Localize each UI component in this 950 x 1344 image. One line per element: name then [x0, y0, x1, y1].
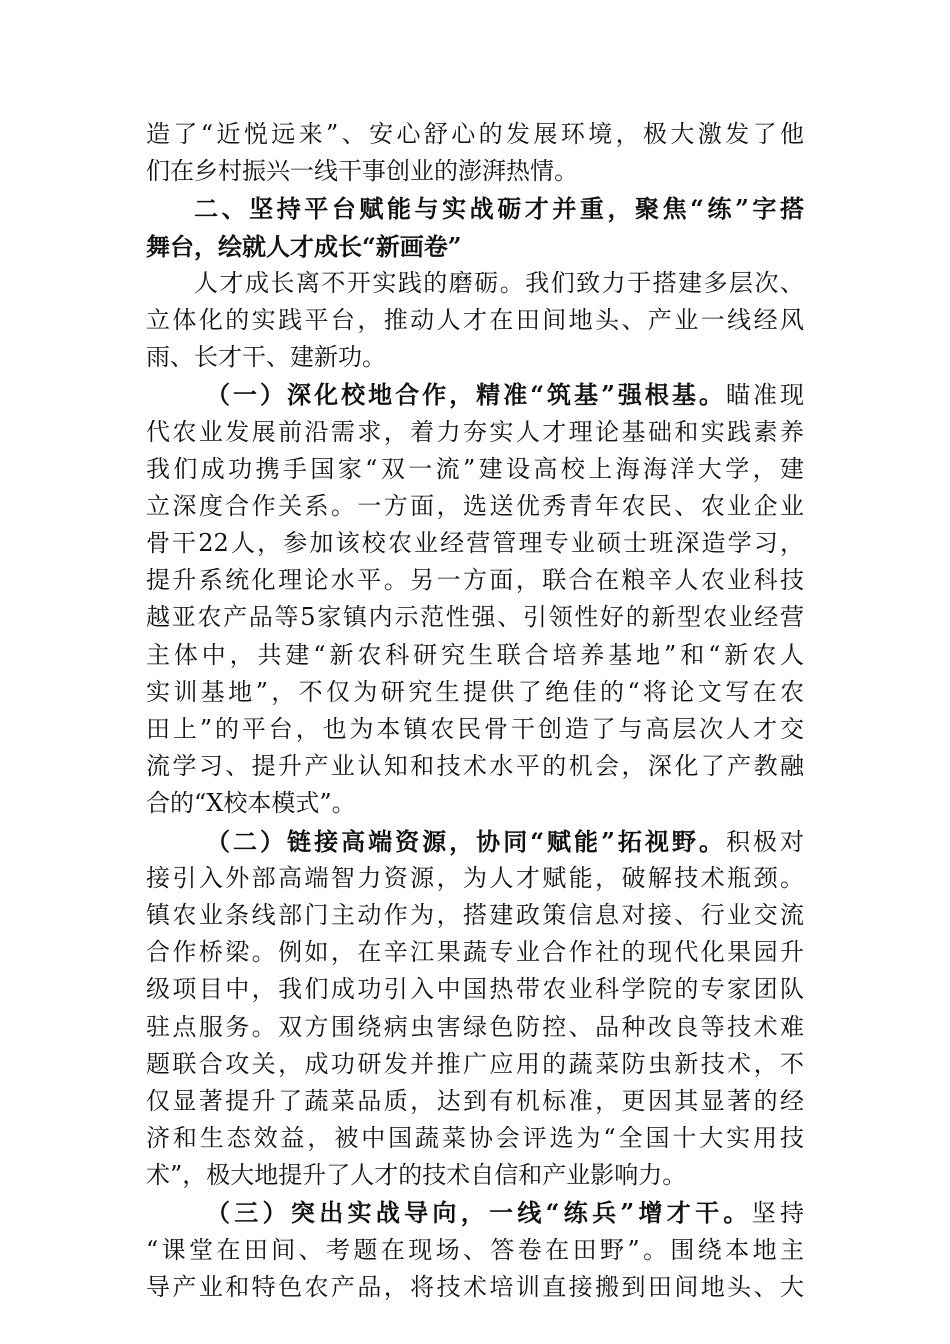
paragraph-line: 提升系统化理论水平。另一方面，联合在粮辛人农业科技 [146, 566, 804, 595]
paragraph-line: 导产业和特色农产品，将技术培训直接搬到田间地头、大 [146, 1272, 804, 1301]
paragraph-line: 级项目中，我们成功引入中国热带农业科学院的专家团队 [146, 975, 804, 1004]
paragraph-line: 流学习、提升产业认知和技术水平的机会，深化了产教融 [146, 752, 804, 781]
paragraph-line: 人才成长离不开实践的磨砺。我们致力于搭建多层次、 [194, 268, 804, 297]
paragraph-line: 雨、长才干、建新功。 [146, 343, 386, 372]
subsection-title: （三）突出实战导向，一线“练兵”增才干。 [206, 1198, 752, 1228]
paragraph-line: 合的“X校本模式”。 [146, 789, 356, 818]
subsection-title: （二）链接高端资源，协同“赋能”拓视野。 [206, 826, 726, 856]
section-heading-line: 舞台，绘就人才成长“新画卷” [146, 231, 462, 261]
paragraph-line: 造了“近悦远来”、安心舒心的发展环境，极大激发了他 [146, 120, 804, 148]
subsection-text: 积极对 [725, 827, 804, 856]
paragraph-line: 题联合攻关，成功研发并推广应用的蔬菜防虫新技术，不 [146, 1049, 804, 1078]
paragraph-line: 立深度合作关系。一方面，选送优秀青年农民、农业企业 [146, 491, 804, 520]
paragraph-line: 我们成功携手国家“双一流”建设高校上海海洋大学，建 [146, 454, 804, 483]
paragraph-line: 骨干22人，参加该校农业经营管理专业硕士班深造学习， [146, 529, 804, 558]
subsection-text: 坚持 [751, 1199, 804, 1228]
paragraph-line: 越亚农产品等5家镇内示范性强、引领性好的新型农业经营 [146, 603, 804, 632]
paragraph-line: 合作桥梁。例如，在辛江果蔬专业合作社的现代化果园升 [146, 938, 804, 967]
paragraph-line: 济和生态效益，被中国蔬菜协会评选为“全国十大实用技 [146, 1124, 804, 1153]
paragraph-line: 术”，极大地提升了人才的技术自信和产业影响力。 [146, 1161, 687, 1190]
paragraph-line: “课堂在田间、考题在现场、答卷在田野”。围绕本地主 [146, 1235, 804, 1264]
paragraph-line: 接引入外部高端智力资源，为人才赋能，破解技术瓶颈。 [146, 863, 804, 892]
section-heading-line: 二、坚持平台赋能与实战砺才并重，聚焦“练”字搭 [194, 194, 804, 224]
subsection-first-line [146, 376, 804, 413]
paragraph-line: 主体中，共建“新农科研究生联合培养基地”和“新农人 [146, 640, 804, 669]
paragraph-line: 驻点服务。双方围绕病虫害绿色防控、品种改良等技术难 [146, 1012, 804, 1041]
paragraph-line: 田上”的平台，也为本镇农民骨干创造了与高层次人才交 [146, 715, 804, 743]
paragraph-line: 代农业发展前沿需求，着力夯实人才理论基础和实践素养 [146, 417, 804, 446]
subsection-text: 瞄准现 [725, 381, 804, 410]
paragraph-line: 镇农业条线部门主动作为，搭建政策信息对接、行业交流 [146, 900, 804, 929]
subsection-first-line [146, 823, 804, 860]
paragraph-line: 立体化的实践平台，推动人才在田间地头、产业一线经风 [146, 305, 804, 334]
paragraph-line: 仅显著提升了蔬菜品质，达到有机标准，更因其显著的经 [146, 1086, 804, 1115]
paragraph-line: 们在乡村振兴一线干事创业的澎湃热情。 [146, 157, 578, 186]
subsection-title: （一）深化校地合作，精准“筑基”强根基。 [206, 380, 726, 410]
paragraph-line: 实训基地”，不仅为研究生提供了绝佳的“将论文写在农 [146, 677, 804, 706]
subsection-first-line [146, 1194, 804, 1231]
